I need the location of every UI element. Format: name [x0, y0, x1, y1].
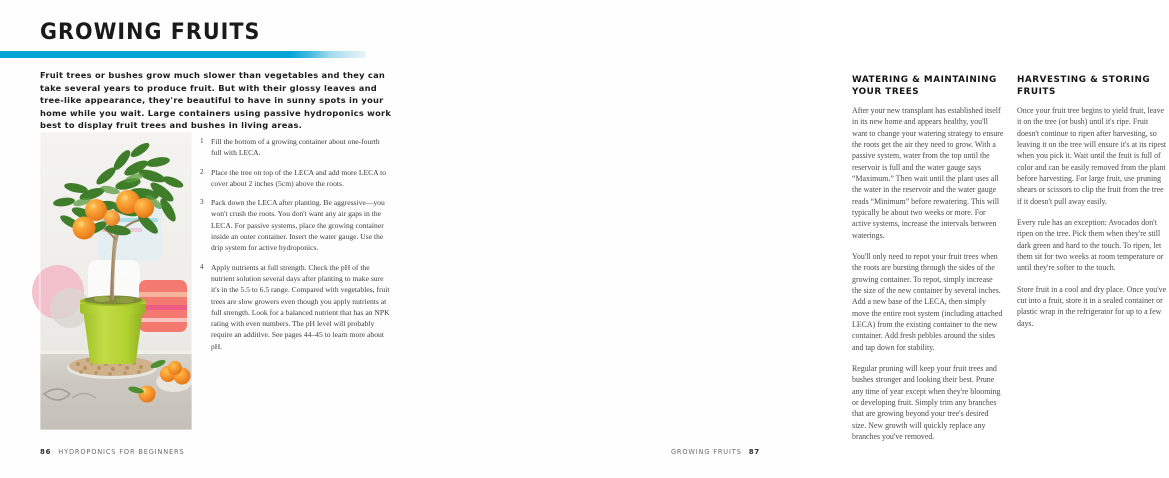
- paragraph: Every rule has an exception: Avocados don't ripen on the tree. Pick them when they're still dark green and hard to the touch. To ripen, let them sit for two weeks at room temperature or until they're softer to the touch.: [1017, 217, 1164, 273]
- step-text: Place the tree on top of the LECA and add more LECA to cover about 2 inches (5cm) above the roots.: [211, 167, 387, 188]
- intro-paragraph: Fruit trees or bushes grow much slower than vegetables and they can take several years to produce fruit. But with their glossy leaves and tree-like appearance, they're beautiful to have in sunny spots in your home while you wait. Large containers using passive hydroponics work best to display fruit trees and bushes in living areas.: [40, 70, 392, 131]
- step-text: Fill the bottom of a growing container about one-fourth full with LECA.: [211, 137, 380, 158]
- step-number: 3: [200, 198, 204, 207]
- list-item: [200, 167, 390, 190]
- column-watering: [852, 74, 1004, 442]
- list-item: [200, 197, 390, 253]
- page-number: 86: [40, 448, 52, 456]
- step-text: Pack down the LECA after planting. Be aggressive—you won't crush the roots. You don't want any air gaps in the LECA. For passive systems, place the growing container inside an outer container. Insert the water gauge. Use the drip system for active hydroponics.: [211, 198, 385, 253]
- running-head: HYDROPONICS FOR BEGINNERS: [58, 448, 185, 456]
- left-page: [0, 0, 400, 478]
- citrus-tree-photo: [40, 132, 192, 430]
- planting-steps-list: [200, 136, 390, 352]
- left-page-footer: [40, 448, 185, 456]
- column-body: [852, 105, 1004, 443]
- photo-svg: [40, 132, 192, 430]
- paragraph: Store fruit in a cool and dry place. Once you've cut into a fruit, store it in a sealed container or plastic wrap in the refrigerator for up to a few days.: [1017, 284, 1167, 328]
- right-page: [400, 0, 1167, 478]
- section-heading-watering: WATERING & MAINTAINING YOUR TREES: [852, 75, 997, 98]
- list-item: [200, 262, 390, 352]
- paragraph: You'll only need to repot your fruit trees when the roots are bursting through the sides of the growing container. To repot, simply increase the size of the new container by several inches. Add a new base of the LECA, then simply move the entire root system (including attached LECA) from the existing container to the new container. Add fresh pebbles around the sides and tap down for stability.: [852, 251, 1003, 352]
- paragraph: Regular pruning will keep your fruit trees and bushes stronger and looking their best. Prune any time of year except when they're blooming or developing fruit. Simply trim any branches that are growing beyond your tree's desired size. New growth will quickly replace any branches you've removed.: [852, 364, 1001, 442]
- right-page-footer: [671, 448, 760, 456]
- page-number: 87: [748, 448, 760, 456]
- paragraph: Once your fruit tree begins to yield fruit, leave it on the tree (or bush) until it's ripe. Fruit doesn't continue to ripen after harvesting, so leaving it on the tree will ensure it's at its ripest when you pick it. Wait until the fruit is full of color and can be easily removed from the plant before harvesting. For large fruit, use pruning shears or scissors to clip the fruit from the tree if it doesn't pull away easily.: [1017, 105, 1167, 206]
- step-number: 1: [200, 137, 204, 145]
- step-number: 2: [200, 167, 204, 176]
- list-item: [200, 136, 390, 159]
- step-number: 4: [200, 262, 204, 271]
- section-heading-harvesting: HARVESTING & STORING FRUITS: [1017, 75, 1151, 98]
- step-text: Apply nutrients at full strength. Check the pH of the nutrient solution several days after planting to make sure it's in the 5.5 to 6.5 range. Compared with vegetables, fruit trees are slow growers even though you apply nutrients at full strength. Look for a balanced nutrient that has an NPK rating with even numbers. The pH level will probably require an additive. See pages 44–45 to learn more about pH.: [211, 262, 390, 351]
- page-title: GROWING FRUITS: [40, 20, 261, 45]
- running-head: GROWING FRUITS: [670, 448, 742, 456]
- accent-rule: [0, 51, 366, 58]
- paragraph: After your new transplant has established itself in its new home and appears healthy, you'll want to change your watering strategy to ensure the roots get the air they need to grow. With a passive system, water from the top until the reservoir is full and the water gauge says “Maximum.” Then wait until the plant uses all the water in the reservoir and the water gauge reads “Minimum” before rewatering. This will typically be about two weeks or more. For active systems, increase the intervals between waterings.: [852, 105, 1004, 240]
- column-harvesting: [1017, 74, 1169, 329]
- column-body: [1017, 105, 1169, 329]
